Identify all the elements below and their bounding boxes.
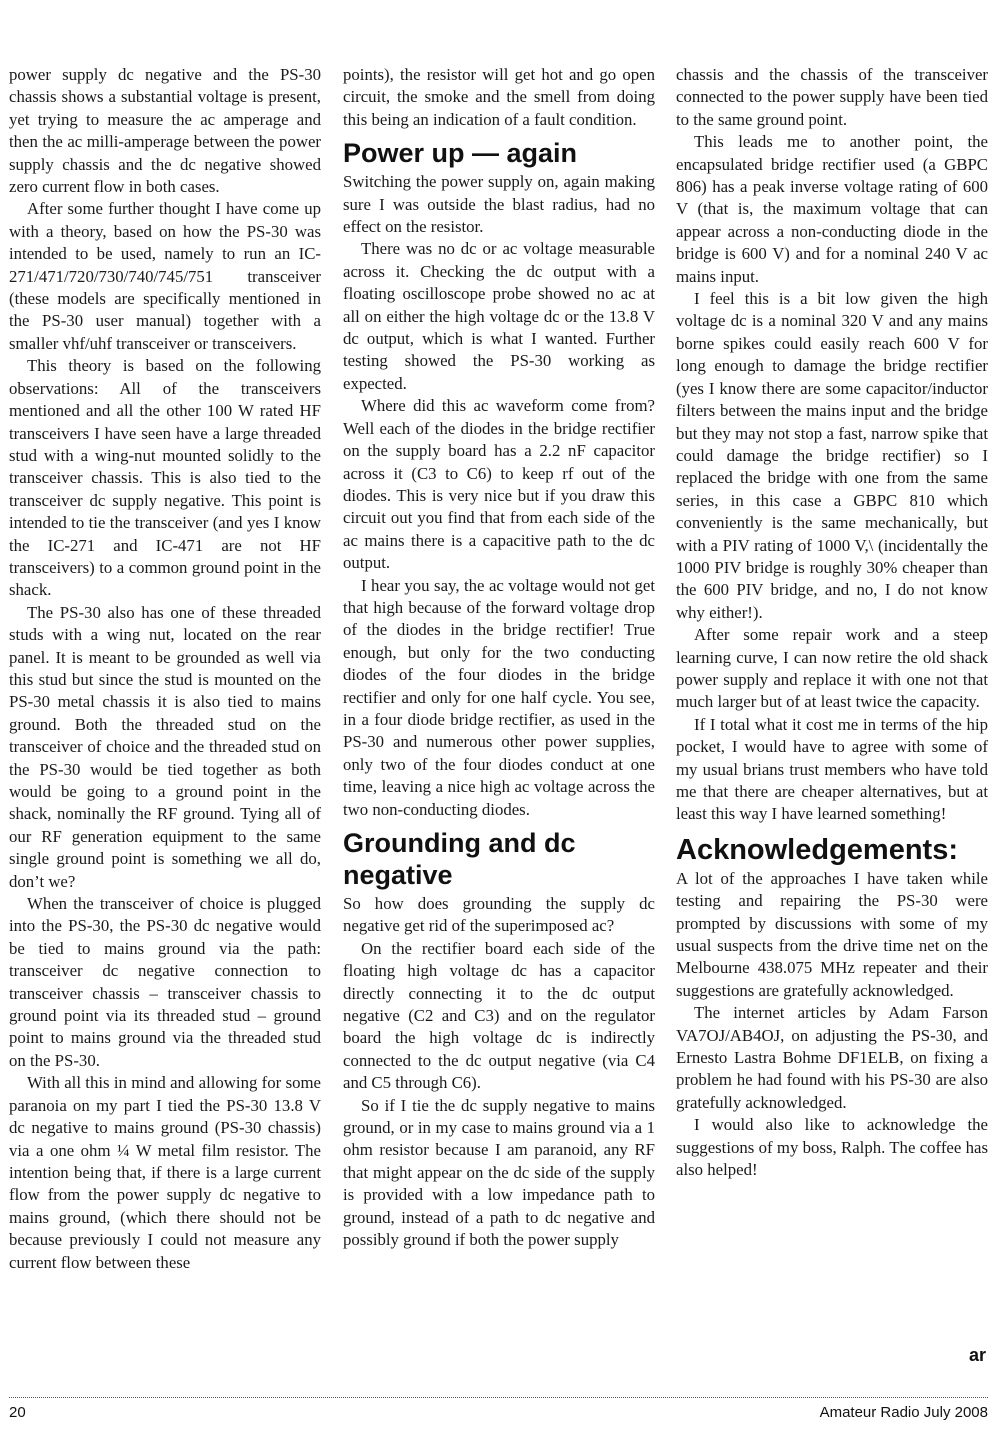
paragraph: chassis and the chassis of the transceiver connected to the power supply have been tied to the same ground point. — [676, 65, 988, 129]
paragraph: When the transceiver of choice is plugged into the PS-30, the PS-30 dc negative would be tied to mains ground via the path: transceiver dc negative connection to transceiver chassis – transceiver chassis to ground point via its threaded stud – ground point to mains ground via the threaded stud on the PS-30. — [9, 894, 321, 1070]
section-heading-power-up: Power up — again — [343, 138, 578, 169]
paragraph: I feel this is a bit low given the high voltage dc is a nominal 320 V and any mains borne spikes could easily reach 600 V for long enough to damage the bridge rectifier (yes I know there are some capacitor/inductor filters between the mains input and the bridge but they may not stop a fast, narrow spike that could damage the bridge rectifier) so I replaced the bridge with one from the same series, in this case a GBPC 810 which conveniently is the same mechanically, but with a PIV rating of 1000 V,\ (incidentally the 1000 PIV bridge is roughly 30% cheaper than the 600 PIV bridge, and no, I do not know why either!). — [676, 289, 988, 622]
publication-title: Amateur Radio July 2008 — [819, 1404, 988, 1421]
paragraph: There was no dc or ac voltage measurable across it. Checking the dc output with a floating oscilloscope probe showed no ac at all on either the high voltage dc or the 13.8 V dc output, which is what I wanted. Further testing showed the PS-30 working as expected. — [343, 239, 655, 393]
paragraph: If I total what it cost me in terms of the hip pocket, I would have to agree with some of my usual brians trust members who have told me that there are cheaper alternatives, but at least this way I have learned something! — [676, 714, 988, 824]
paragraph: I would also like to acknowledge the suggestions of my boss, Ralph. The coffee has also helped! — [676, 1115, 988, 1180]
paragraph: The PS-30 also has one of these threaded studs with a wing nut, located on the rear panel. It is meant to be grounded as well via this stud but since the stud is mounted on the PS-30 metal chassis it is also tied to mains ground. Both the threaded stud on the transceiver of choice and the threaded stud on the PS-30 would be tied together as both would be going to a ground point in the shack, nominally the RF ground. Tying all of our RF generation equipment to the same single ground point is something we all do, don’t we? — [9, 602, 321, 891]
paragraph: The internet articles by Adam Farson VA7OJ/AB4OJ, on adjusting the PS-30, and Ernesto Lastra Bohme DF1ELB, on fixing a problem he had found with his PS-30 are also gratefully acknowledged. — [676, 1003, 988, 1112]
paragraph: Switching the power supply on, again making sure I was outside the blast radius, had no effect on the resistor. — [343, 172, 655, 237]
paragraph: points), the resistor will get hot and go open circuit, the smoke and the smell from doing this being an indication of a fault condition. — [343, 65, 655, 129]
article-column-2 — [343, 64, 655, 1252]
paragraph: This theory is based on the following observations: All of the transceivers mentioned and all the other 100 W rated HF transceivers I have seen have a large threaded stud with a wing-nut mounted solidly to the transceiver chassis. This is also tied to the transceiver dc supply negative. This point is intended to tie the transceiver (and yes I know the IC-271 and IC-471 are not HF transceivers) to a common ground point in the shack. — [9, 356, 321, 600]
paragraph: This leads me to another point, the encapsulated bridge rectifier used (a GBPC 806) has a peak inverse voltage rating of 600 V (that is, the maximum voltage that can appear across a non-conducting diode in the bridge is 600 V) and for a nominal 240 V ac mains input. — [676, 132, 988, 286]
page-number: 20 — [9, 1404, 26, 1421]
paragraph: A lot of the approaches I have taken while testing and repairing the PS-30 were prompted by discussions with some of my usual suspects from the drive time net on the Melbourne 438.075 MHz repeater and their suggestions are gratefully acknowledged. — [676, 868, 988, 1000]
article-column-3 — [676, 64, 988, 1182]
paragraph: On the rectifier board each side of the floating high voltage dc has a capacitor directly connecting it to the dc output negative (C2 and C3) and on the regulator board the high voltage dc is indirectly connected to the dc output negative (via C4 and C5 through C6). — [343, 938, 655, 1093]
footer-divider — [9, 1397, 988, 1398]
section-heading-grounding: Grounding and dc negative — [343, 828, 576, 890]
article-end-mark: ar — [968, 1345, 986, 1365]
paragraph: Where did this ac waveform come from? Well each of the diodes in the bridge rectifier on the supply board has a 2.2 nF capacitor across it (C3 to C6) to keep rf out of the diodes. This is very nice but if you draw this circuit out you find that from each side of the ac mains there is a capacitive path to the dc output. — [343, 396, 655, 573]
paragraph: I hear you say, the ac voltage would not get that high because of the forward voltage drop of the diodes in the bridge rectifier! True enough, but only for the two conducting diodes of the four diodes in the bridge rectifier and only for one half cycle. You see, in a four diode bridge rectifier, as used in the PS-30 and numerous other power supplies, only two of the four diodes conduct at one time, leaving a nice high ac voltage across the two non-conducting diodes. — [343, 575, 655, 819]
paragraph: power supply dc negative and the PS-30 chassis shows a substantial voltage is present, yet trying to measure the ac amperage and then the ac milli-amperage between the power supply chassis and the dc negative showed zero current flow in both cases. — [9, 65, 321, 197]
article-column-1 — [9, 64, 321, 1274]
paragraph: With all this in mind and allowing for some paranoia on my part I tied the PS-30 13.8 V dc negative to mains ground (PS-30 chassis) via a one ohm ¼ W metal film resistor. The intention being that, if there is a large current flow from the power supply dc negative to mains ground, (which there should not be because previously I could not measure any current flow between these — [9, 1073, 321, 1272]
paragraph: So how does grounding the supply dc negative get rid of the superimposed ac? — [343, 894, 655, 936]
paragraph: After some repair work and a steep learning curve, I can now retire the old shack power supply and replace it with one not that much larger but of at least twice the capacity. — [676, 625, 988, 712]
paragraph: After some further thought I have come up with a theory, based on how the PS-30 was intended to be used, namely to run an IC-271/471/720/730/740/745/751 transceiver (these models are specifically mentioned in the PS-30 user manual) together with a smaller vhf/uhf transceiver or transceivers. — [9, 199, 321, 353]
section-heading-acknowledgements: Acknowledgements: — [676, 833, 958, 866]
paragraph: So if I tie the dc supply negative to mains ground, or in my case to mains ground via a 1 ohm resistor because I am paranoid, any RF that might appear on the dc side of the supply is provided with a low impedance path to ground, instead of a path to dc negative and possibly ground if both the power supply — [343, 1095, 655, 1250]
